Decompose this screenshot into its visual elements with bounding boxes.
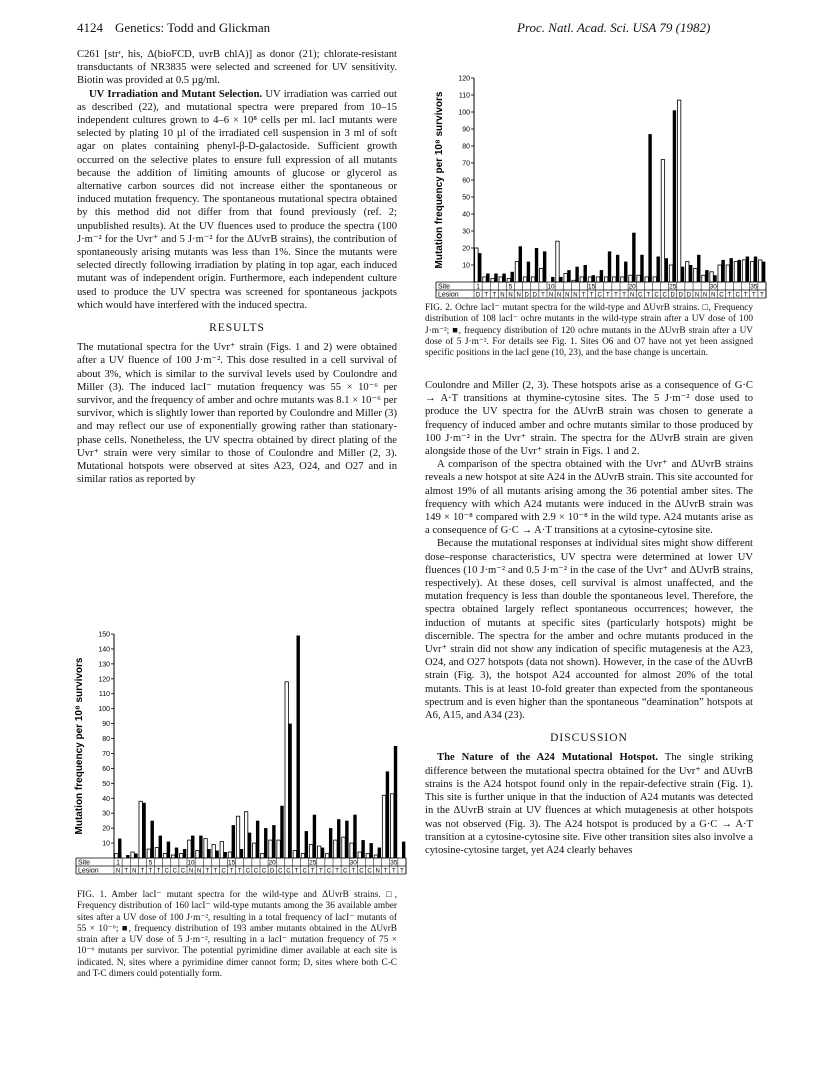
y-tick-label: 40 [102, 795, 110, 803]
section-heading-results: RESULTS [209, 322, 265, 335]
bar-delta-uvrb [264, 828, 267, 858]
bar-delta-uvrb [224, 852, 227, 858]
lesion-label: T [751, 292, 756, 299]
y-tick-label: 80 [102, 736, 110, 744]
lesion-label: C [221, 868, 226, 875]
bar-delta-uvrb [313, 815, 316, 858]
lesion-label: C [359, 868, 364, 875]
y-tick-label: 70 [102, 750, 110, 758]
bar-uvr-plus [285, 682, 288, 858]
bar-uvr-plus [710, 272, 713, 282]
y-tick-label: 120 [458, 75, 470, 83]
bar-uvr-plus [734, 262, 737, 282]
lesion-label: T [614, 292, 618, 299]
bar-uvr-plus [212, 845, 215, 858]
y-tick-label: 150 [98, 631, 110, 639]
bar-delta-uvrb [567, 270, 570, 282]
y-tick-label: 120 [98, 676, 110, 684]
lesion-label: T [760, 292, 764, 299]
bar-delta-uvrb [648, 134, 651, 282]
lesion-label: D [475, 292, 481, 299]
lesion-label: N [565, 292, 570, 299]
bar-uvr-plus [694, 268, 697, 282]
bar-delta-uvrb [394, 746, 397, 858]
lesion-label: C [719, 292, 724, 299]
lesion-label: C [164, 868, 169, 875]
site-tick-label: 20 [628, 283, 636, 291]
lesion-label: N [516, 292, 521, 299]
paragraph: UV Irradiation and Mutant Selection. UV irradiation was carried out as described (22), and mutational spectra were prepared from 10–15 independent cultures grown to 4–6 × 10⁸ cells per ml. lacI mutants were selected by plating 10 µl of the irradiated cell suspension in 3 ml of soft agar on plates containing phenyl-β-D-galactoside. Sufficient growth occurred on the selective plates to ensure full expression of all mutants because the addition of limiting amounts of glucose or glycerol as alternative carbon sources did not increase either the spontaneous or induced mutation frequency. The spontaneous mutational spectra obtained by this method did not differ from that found previously (ref. 2; unpublished results). At the UV fluences used to produce the spectra (100 J·m⁻² for the Uvr⁺ and 5 J·m⁻² for the ΔUvrB strains), the contribution of spontaneously arising mutants was less than 1%. Since the mutants were selected directly following irradiation by plating in top agar, each induced mutant was of independent origin. Furthermore, each independent culture used to produce the UV spectra was screened for spontaneous jackpots which would have interfered with the induced spectra. [77, 88, 397, 311]
bar-uvr-plus [374, 855, 377, 858]
bar-delta-uvrb [402, 842, 405, 858]
bar-uvr-plus [588, 277, 591, 282]
lesion-label: T [727, 292, 732, 299]
lesion-label: T [383, 868, 388, 875]
bar-uvr-plus [621, 277, 624, 282]
bar-delta-uvrb [118, 839, 121, 858]
bar-uvr-plus [131, 852, 134, 858]
lesion-label: T [589, 292, 594, 299]
bar-delta-uvrb [665, 258, 668, 282]
lesion-label: T [156, 868, 161, 875]
bar-uvr-plus [483, 277, 486, 282]
lesion-label: T [541, 292, 545, 299]
lesion-label: T [229, 868, 234, 875]
bar-uvr-plus [661, 160, 664, 282]
lesion-label: T [318, 868, 323, 875]
row-label-lesion: Lesion [438, 291, 459, 299]
bar-uvr-plus [653, 277, 656, 282]
bar-delta-uvrb [337, 819, 340, 858]
bar-delta-uvrb [551, 277, 554, 282]
bar-delta-uvrb [345, 821, 348, 858]
lesion-label: N [556, 292, 562, 299]
lesion-label: C [367, 868, 372, 875]
y-tick-label: 90 [102, 721, 110, 729]
y-tick-label: 20 [462, 245, 470, 253]
y-axis-label: Mutation frequency per 10⁸ survivors [434, 91, 445, 269]
site-tick-label: 10 [547, 283, 555, 291]
lesion-label: T [646, 292, 651, 299]
site-tick-label: 1 [116, 859, 120, 867]
bar-delta-uvrb [762, 262, 765, 282]
bar-uvr-plus [163, 854, 166, 858]
bar-delta-uvrb [527, 262, 530, 282]
paragraph: A comparison of the spectra obtained with the Uvr⁺ and ΔUvrB strains reveals a new hotspot at site A24 in the ΔUvrB strain. This site accounted for almost 19% of all mutants arising among the 36 potential amber sites. The frequency with which A24 mutants were induced in the ΔUvrB strain was 149 × 10⁻⁸ compared with 2.9 × 10⁻⁸ in the wild type. A24 mutants arise as a consequence of G·C → A·T transitions at a cytosine-cytosine site. [425, 459, 753, 537]
lesion-label: C [245, 868, 251, 875]
lesion-label: D [269, 868, 275, 875]
lesion-label: N [694, 292, 700, 299]
lesion-label: C [278, 868, 283, 875]
bar-delta-uvrb [511, 272, 514, 282]
bar-delta-uvrb [640, 255, 643, 282]
right-column [425, 379, 753, 857]
bar-uvr-plus [390, 794, 393, 858]
site-tick-label: 15 [587, 283, 596, 291]
lesion-label: C [342, 868, 348, 875]
bar-delta-uvrb [730, 258, 733, 282]
paragraph-heading: UV Irradiation and Mutant Selection. [89, 88, 263, 100]
row-label-site: Site [438, 283, 451, 291]
paragraph: The Nature of the A24 Mutational Hotspot. The single striking difference between the mutational spectra obtained for the Uvr⁺ and ΔUvrB strains is the A24 hotspot found only in the repair-defective strain (Fig. 1). This site is further unique in that the induction of A24 mutants was detected in the ΔUvrB strain at UV fluences at which mutagenesis at other hotspots was not observed (Fig. 3). The A24 hotspot is produced by a G·C → A·T transition at a cytosine-cytosine site. Five other transition sites also involve a cytosine-cytosine target, yet A24 clearly behaves [425, 752, 753, 856]
bar-uvr-plus [277, 840, 280, 858]
bar-delta-uvrb [142, 803, 145, 858]
bar-delta-uvrb [288, 724, 291, 858]
page-number: 4124 [77, 20, 103, 35]
bar-delta-uvrb [624, 262, 627, 282]
bar-uvr-plus [317, 846, 320, 858]
bar-delta-uvrb [361, 840, 364, 858]
lesion-label: N [711, 292, 716, 299]
lesion-label: C [662, 292, 667, 299]
bar-uvr-plus [204, 839, 207, 858]
bar-uvr-plus [293, 851, 296, 858]
bar-uvr-plus [645, 277, 648, 282]
y-tick-label: 110 [458, 92, 470, 100]
bar-delta-uvrb [689, 265, 692, 282]
bar-uvr-plus [350, 843, 353, 858]
bar-uvr-plus [309, 845, 312, 858]
bar-uvr-plus [115, 854, 118, 858]
site-tick-label: 5 [148, 859, 153, 867]
y-tick-label: 30 [462, 228, 470, 236]
bar-delta-uvrb [207, 849, 210, 858]
lesion-label: N [132, 868, 137, 875]
site-tick-label: 5 [508, 283, 513, 291]
site-tick-label: 30 [349, 859, 357, 867]
bar-delta-uvrb [126, 855, 129, 858]
lesion-label: D [524, 292, 529, 299]
bar-delta-uvrb [175, 848, 178, 858]
bar-delta-uvrb [305, 831, 308, 858]
lesion-label: T [213, 868, 218, 875]
y-tick-label: 140 [98, 646, 110, 654]
lesion-label: T [492, 292, 497, 299]
lesion-label: C [735, 292, 740, 299]
lesion-label: C [326, 868, 332, 875]
lesion-label: C [253, 868, 259, 875]
bar-delta-uvrb [697, 255, 700, 282]
bar-uvr-plus [596, 277, 599, 282]
bar-uvr-plus [253, 843, 256, 858]
lesion-label: C [180, 868, 186, 875]
row-label-site: Site [78, 859, 91, 867]
lesion-label: C [302, 868, 307, 875]
bar-delta-uvrb [191, 836, 194, 858]
paragraph: C261 [strʳ, his, Δ(bioFCD, uvrB chlA)] as donor (21); chlorate-resistant transductants of NR3835 were selected and screened for UV sensitivity. Biotin was provided at 0.5 µg/ml. [77, 49, 397, 87]
bar-delta-uvrb [232, 825, 235, 858]
bar-delta-uvrb [329, 828, 332, 858]
bar-delta-uvrb [600, 270, 603, 282]
lesion-label: T [400, 868, 404, 875]
figure-1-caption: FIG. 1. Amber lacI⁻ mutant spectra for the wild-type and ΔUvrB strains. □, Frequency distribution of 160 lacI⁻ wild-type mutants among the 36 available amber sites after a UV dose of 100 J·m⁻², resulting in a total frequency of lacI⁻ mutants of 55 × 10⁻⁶; ■, frequency distribution of 193 amber mutants obtained in the ΔUvrB strain after a UV dose of 5 J·m⁻², resulting in a lacI⁻ mutation frequency of 75 × 10⁻⁶ mutants per survivor. The potential pyrimidine dimer available at each site is indicated. N, sites where a pyrimidine dimer cannot form; D, sites where both C-C and T-C dimers could potentially form. [77, 890, 397, 980]
y-tick-label: 10 [462, 262, 470, 270]
site-tick-label: 25 [669, 283, 677, 291]
lesion-label: C [261, 868, 267, 875]
bar-uvr-plus [499, 277, 502, 282]
bar-delta-uvrb [199, 836, 202, 858]
site-tick-label: 25 [309, 859, 317, 867]
lesion-label: N [573, 292, 578, 299]
bar-uvr-plus [669, 265, 672, 282]
bar-delta-uvrb [321, 848, 324, 858]
y-axis-label: Mutation frequency per 10⁸ survivors [74, 657, 85, 835]
bar-delta-uvrb [240, 849, 243, 858]
lesion-label: N [500, 292, 505, 299]
bar-delta-uvrb [519, 246, 522, 282]
bar-delta-uvrb [705, 270, 708, 282]
figure-1-chart [70, 628, 410, 876]
bar-delta-uvrb [502, 274, 505, 283]
y-tick-label: 70 [462, 160, 470, 168]
bar-delta-uvrb [559, 277, 562, 282]
bar-uvr-plus [507, 279, 510, 282]
bar-uvr-plus [742, 260, 745, 282]
y-tick-label: 10 [102, 840, 110, 848]
bar-delta-uvrb [681, 267, 684, 282]
lesion-label: T [622, 292, 626, 299]
lesion-label: T [310, 868, 315, 875]
bar-uvr-plus [334, 840, 337, 858]
bar-uvr-plus [228, 852, 231, 858]
bar-delta-uvrb [575, 267, 578, 282]
y-tick-label: 90 [462, 126, 470, 134]
bar-uvr-plus [604, 277, 607, 282]
bar-delta-uvrb [721, 260, 724, 282]
paragraph: Because the mutational responses at individual sites might show different dose–response characteristics, UV spectra were determined at lower UV fluences (10 J·m⁻² and 0.5 J·m⁻² in the case of the Uvr⁺ and ΔUvrB strains, respectively). At these doses, cell survival is almost unaffected, and the mutation frequency is less than double the spontaneous level. Therefore, the spectra obtained largely reflect spontaneous occurrences; however, the induction of mutants at specific sites (particularly hotspots) might be discernible. The spectra for the amber and ochre mutants produced in the Uvr⁺ strain did not show any indication of specific mutagenesis at the A23, O24, and O27 hotspots (data not shown). However, in the case of the ΔUvrB strain (Fig. 3), the hotspot A24 accounted for almost 20% of the total mutants. This is at least 10-fold greater than expected from the spontaneous spectrum and is even higher than the spontaneous “deamination” hotspots at A6, A15, and A34 (23). [425, 538, 753, 722]
bar-delta-uvrb [134, 854, 137, 858]
bar-uvr-plus [523, 277, 526, 282]
site-tick-label: 10 [187, 859, 195, 867]
bar-delta-uvrb [657, 257, 660, 283]
bar-delta-uvrb [632, 233, 635, 282]
lesion-label: D [532, 292, 538, 299]
bar-uvr-plus [531, 277, 534, 282]
bar-uvr-plus [556, 241, 559, 282]
lesion-label: T [140, 868, 145, 875]
bar-delta-uvrb [616, 255, 619, 282]
bar-uvr-plus [326, 854, 329, 858]
bar-uvr-plus [759, 260, 762, 282]
y-tick-label: 110 [98, 691, 110, 699]
site-tick-label: 20 [268, 859, 276, 867]
bar-uvr-plus [382, 795, 385, 858]
lesion-label: T [581, 292, 586, 299]
lesion-label: N [702, 292, 708, 299]
lesion-label: T [237, 868, 242, 875]
bar-delta-uvrb [584, 265, 587, 282]
bar-delta-uvrb [370, 843, 373, 858]
bar-uvr-plus [236, 816, 239, 858]
y-tick-label: 60 [462, 177, 470, 185]
bar-delta-uvrb [280, 806, 283, 858]
lesion-label: N [188, 868, 194, 875]
bar-delta-uvrb [535, 248, 538, 282]
lesion-label: T [335, 868, 339, 875]
bar-delta-uvrb [353, 815, 356, 858]
left-column [77, 48, 397, 487]
journal-right-title: Proc. Natl. Acad. Sci. USA 79 (1982) [517, 20, 711, 35]
lesion-label: C [597, 292, 602, 299]
bar-delta-uvrb [215, 851, 218, 858]
section-heading-discussion: DISCUSSION [550, 732, 628, 745]
bar-delta-uvrb [486, 274, 489, 283]
journal-left-title: Genetics: Todd and Glickman [115, 20, 271, 35]
lesion-label: C [654, 292, 659, 299]
lesion-label: T [605, 292, 610, 299]
bar-delta-uvrb [673, 110, 676, 282]
bar-delta-uvrb [272, 825, 275, 858]
y-tick-label: 60 [102, 765, 110, 773]
lesion-label: D [686, 292, 692, 299]
paragraph-heading: The Nature of the A24 Mutational Hotspot. [437, 752, 659, 764]
y-tick-label: 100 [458, 109, 470, 117]
y-tick-label: 40 [462, 211, 470, 219]
bar-uvr-plus [261, 854, 264, 858]
lesion-label: T [743, 292, 748, 299]
bar-uvr-plus [180, 854, 183, 858]
bar-uvr-plus [147, 849, 150, 858]
bar-delta-uvrb [543, 251, 546, 282]
y-tick-label: 100 [98, 706, 110, 714]
site-tick-label: 30 [709, 283, 717, 291]
bar-uvr-plus [139, 801, 142, 858]
lesion-label: N [629, 292, 635, 299]
bar-uvr-plus [171, 855, 174, 858]
site-tick-label: 35 [750, 283, 758, 291]
lesion-label: D [678, 292, 684, 299]
bar-uvr-plus [491, 279, 494, 282]
lesion-label: N [508, 292, 513, 299]
bar-delta-uvrb [746, 257, 749, 283]
lesion-label: C [638, 292, 643, 299]
bar-uvr-plus [196, 851, 199, 858]
lesion-label: N [548, 292, 554, 299]
lesion-label: T [484, 292, 489, 299]
bar-delta-uvrb [608, 251, 611, 282]
bar-uvr-plus [702, 275, 705, 282]
lesion-label: T [205, 868, 210, 875]
bar-uvr-plus [366, 854, 369, 858]
bar-delta-uvrb [248, 833, 251, 858]
bar-uvr-plus [475, 248, 478, 282]
bar-delta-uvrb [592, 275, 595, 282]
site-tick-label: 35 [390, 859, 398, 867]
bar-uvr-plus [358, 852, 361, 858]
bar-delta-uvrb [151, 821, 154, 858]
bar-uvr-plus [155, 848, 158, 858]
bar-uvr-plus [244, 812, 247, 858]
running-header [77, 20, 776, 38]
lesion-label: T [294, 868, 299, 875]
bar-uvr-plus [629, 275, 632, 282]
bar-uvr-plus [613, 277, 616, 282]
bar-uvr-plus [564, 274, 567, 283]
bar-delta-uvrb [183, 849, 186, 858]
bar-uvr-plus [750, 262, 753, 282]
bar-delta-uvrb [167, 842, 170, 858]
bar-uvr-plus [301, 854, 304, 858]
site-tick-label: 1 [476, 283, 480, 291]
bar-uvr-plus [677, 100, 680, 282]
bar-delta-uvrb [297, 635, 300, 858]
lesion-label: C [172, 868, 178, 875]
bar-uvr-plus [188, 840, 191, 858]
bar-uvr-plus [637, 275, 640, 282]
bar-delta-uvrb [478, 253, 481, 282]
y-tick-label: 20 [102, 825, 110, 833]
lesion-label: D [670, 292, 675, 299]
paragraph: The mutational spectra for the Uvr⁺ strain (Figs. 1 and 2) were obtained after a UV fluence of 100 J·m⁻². This dose resulted in a cell survival of about 3%, which is similar to the survival levels used by Coulondre and Miller (3). The induced lacI⁻ mutation frequency was 55 × 10⁻⁶ per survivor, and the frequency of amber and ochre mutants was 8.1 × 10⁻⁶ per survivor, which is slightly lower than reported by Coulondre and Miller (3) and may reflect our use of exponentially growing rather than stationary-phase cells. Nonetheless, the UV spectra obtained by direct plating of the Uvr⁺ strain were very similar to those of Coulondre and Miller (2, 3). Mutational hotspots were observed at sites A23, O24, and O27 and in similar ratios as reported by [77, 342, 397, 486]
bar-uvr-plus [580, 277, 583, 282]
lesion-label: T [391, 868, 396, 875]
figure-2-chart [430, 72, 764, 300]
bar-delta-uvrb [738, 260, 741, 282]
bar-uvr-plus [686, 262, 689, 282]
lesion-label: C [286, 868, 291, 875]
lesion-label: T [148, 868, 153, 875]
bar-delta-uvrb [494, 274, 497, 283]
lesion-label: N [375, 868, 380, 875]
bar-delta-uvrb [159, 836, 162, 858]
paragraph: Coulondre and Miller (2, 3). These hotspots arise as a consequence of G·C → A·T transitions at thymine-cytosine sites. The 5 J·m⁻² dose used to produce the UV spectra for the ΔUvrB strain was chosen to generate a frequency of induced amber and ochre mutants similar to those produced by 100 J·m⁻² in the Uvr⁺ strain. The spectra for the ΔUvrB strain are given alongside those of the Uvr⁺ strain in Figs. 1 and 2. [425, 380, 753, 458]
y-tick-label: 80 [462, 143, 470, 151]
row-label-lesion: Lesion [78, 867, 99, 875]
bar-uvr-plus [726, 265, 729, 282]
bar-delta-uvrb [378, 848, 381, 858]
y-tick-label: 30 [102, 810, 110, 818]
lesion-label: N [196, 868, 202, 875]
bar-uvr-plus [220, 842, 223, 858]
y-tick-label: 130 [98, 661, 110, 669]
bar-uvr-plus [515, 262, 518, 282]
lesion-label: N [115, 868, 121, 875]
bar-uvr-plus [342, 837, 345, 858]
lesion-label: T [351, 868, 356, 875]
y-tick-label: 50 [102, 780, 110, 788]
bar-uvr-plus [540, 268, 543, 282]
figure-2-caption: FIG. 2. Ochre lacI⁻ mutant spectra for the wild-type and ΔUvrB strains. □, Frequency distribution of 108 lacI⁻ ochre mutants in the wild-type strain after a UV dose of 100 J·m⁻²; ■, frequency distribution of 120 ochre mutants in the ΔUvrB strain after a UV dose of 5 J·m⁻². For details see Fig. 1. Sites O6 and O7 have not yet been assigned specific positions in the lacI gene (10, 23), and the base change is uncertain. [425, 303, 753, 359]
lesion-label: T [124, 868, 129, 875]
y-tick-label: 50 [462, 194, 470, 202]
site-tick-label: 15 [227, 859, 236, 867]
bar-uvr-plus [269, 840, 272, 858]
bar-uvr-plus [718, 265, 721, 282]
bar-delta-uvrb [713, 275, 716, 282]
bar-delta-uvrb [386, 771, 389, 858]
bar-delta-uvrb [754, 257, 757, 283]
bar-delta-uvrb [256, 821, 259, 858]
